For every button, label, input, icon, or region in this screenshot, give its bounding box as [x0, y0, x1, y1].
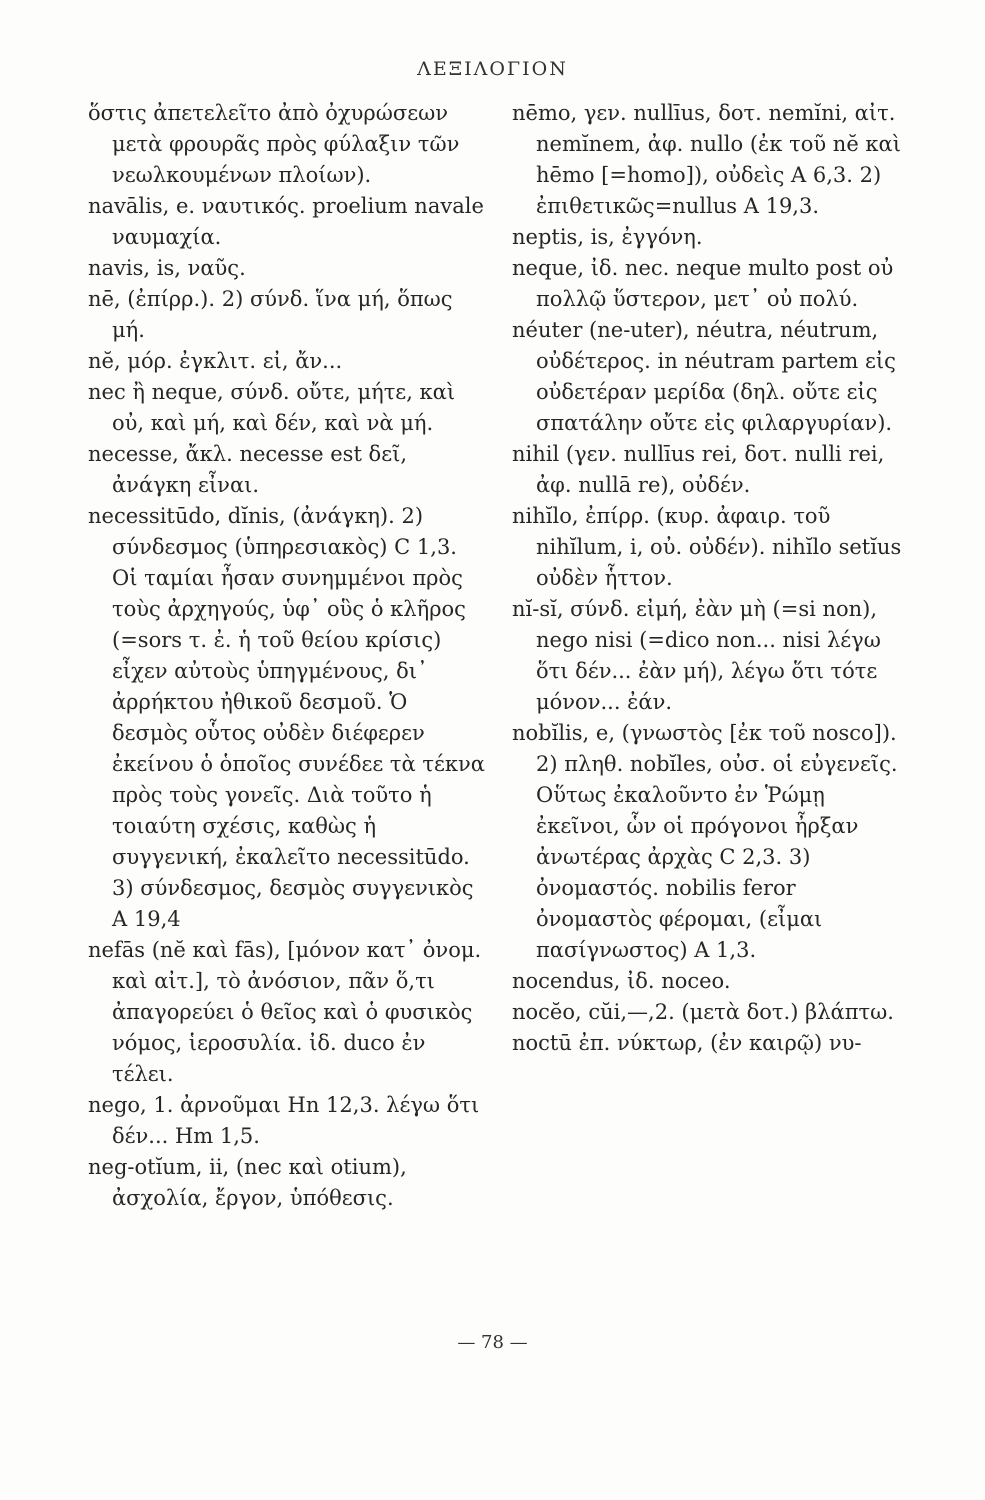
entry: noctū ἐπ. νύκτωρ, (ἐν καιρῷ) νυ- — [512, 1031, 862, 1055]
entry: nēmo, γεν. nullīus, δοτ. nemĭni, αἰτ. nemĭnem, ἀφ. nullo (ἐκ τοῦ nĕ καὶ hēmo [=homo]), οὐδεὶς A 6,3. 2) ἐπιθετικῶς=nullus A 19,3. — [512, 101, 901, 218]
right-column — [512, 98, 910, 1059]
entry: nocĕo, cŭi,—,2. (μετὰ δοτ.) βλάπτω. — [512, 1000, 894, 1024]
entry: nobĭlis, e, (γνωστὸς [ἐκ τοῦ nosco]). 2) πληθ. nobĭles, οὐσ. οἱ εὐγενεῖς. Οὕτως ἐκαλοῦντο ἐν Ῥώμῃ ἐκεῖνοι, ὧν οἱ πρόγονοι ἦρξαν ἀνωτέρας ἀρχὰς C 2,3. 3) ὀνομαστός. nobilis feror ὀνομαστὸς φέρομαι, (εἶμαι πασίγνωστος) A 1,3. — [512, 721, 898, 962]
entry: navālis, e. ναυτικός. proelium navale ναυμαχία. — [88, 194, 484, 249]
entry: nihĭlo, ἐπίρρ. (κυρ. ἀφαιρ. τοῦ nihĭlum, i, οὐ. οὐδέν). nihĭlo setĭus οὐδὲν ἧττον. — [512, 504, 902, 590]
entry: nec ἢ neque, σύνδ. οὔτε, μήτε, καὶ οὐ, καὶ μή, καὶ δέν, καὶ νὰ μή. — [88, 380, 456, 435]
entry: nihil (γεν. nullīus rei, δοτ. nulli rei, ἀφ. nullā re), οὐδέν. — [512, 442, 885, 497]
left-column — [88, 98, 488, 1214]
entry: nefās (nĕ καὶ fās), [μόνον κατ᾽ ὀνομ. καὶ αἰτ.], τὸ ἀνόσιον, πᾶν ὅ,τι ἀπαγορεύει ὁ θεῖος καὶ ὁ φυσικὸς νόμος, ἱεροσυλία. ἰδ. duco ἐν τέλει. — [88, 938, 482, 1086]
entry: nocendus, ἰδ. noceo. — [512, 969, 731, 993]
entry: neptis, is, ἐγγόνη. — [512, 225, 703, 249]
entry: nĭ-sĭ, σύνδ. εἰμή, ἐὰν μὴ (=si non), nego nisi (=dico non... nisi λέγω ὅτι δέν... ἐὰν μή), λέγω ὅτι τότε μόνον... ἐάν. — [512, 597, 881, 714]
entry: nē, (ἐπίρρ.). 2) σύνδ. ἵνα μή, ὅπως μή. — [88, 287, 453, 342]
entry: néuter (ne-uter), néutra, néutrum, οὐδέτερος. in néutram partem εἰς οὐδετέραν μερίδα (δηλ. οὔτε εἰς σπατάλην οὔτε εἰς φιλαργυρίαν). — [512, 318, 896, 435]
entry: nego, 1. ἀρνοῦμαι Hn 12,3. λέγω ὅτι δέν... Hm 1,5. — [88, 1093, 480, 1148]
entry: necessitūdo, dĭnis, (ἀνάγκη). 2) σύνδεσμος (ὑπηρεσιακὸς) C 1,3. Οἱ ταμίαι ἦσαν συνημμένοι πρὸς τοὺς ἀρχηγούς, ὑφ᾽ οὓς ὁ κλῆρος (=sors τ. ἐ. ἡ τοῦ θείου κρίσις) εἶχεν αὐτοὺς ὑπηγμένους, δι᾽ ἀρρήκτου ἠθικοῦ δεσμοῦ. Ὁ δεσμὸς οὗτος οὐδὲν διέφερεν ἐκείνου ὁ ὁποῖος συνέδεε τὰ τέκνα πρὸς τοὺς γονεῖς. Διὰ τοῦτο ἡ τοιαύτη σχέσις, καθὼς ἡ συγγενική, ἐκαλεῖτο necessitūdo. 3) σύνδεσμος, δεσμὸς συγγενικὸς A 19,4 — [88, 504, 485, 931]
entry: navis, is, ναῦς. — [88, 256, 246, 280]
entry: neque, ἰδ. nec. neque multo post οὐ πολλῷ ὕστερον, μετ᾽ οὐ πολύ. — [512, 256, 894, 311]
entry: neg-otĭum, ii, (nec καὶ otium), ἀσχολία, ἔργον, ὑπόθεσις. — [88, 1155, 407, 1210]
entry: nĕ, μόρ. ἐγκλιτ. εἰ, ἄν... — [88, 349, 343, 373]
entry: ὅστις ἀπετελεῖτο ἀπὸ ὀχυρώσεων μετὰ φρουρᾶς πρὸς φύλαξιν τῶν νεωλκουμένων πλοίων). — [88, 101, 460, 187]
page-title: ΛΕΞΙΛΟΓΙΟΝ — [417, 58, 568, 80]
page-number: — 78 — — [457, 1332, 528, 1353]
entry: necesse, ἄκλ. necesse est δεῖ, ἀνάγκη εἶναι. — [88, 442, 407, 497]
